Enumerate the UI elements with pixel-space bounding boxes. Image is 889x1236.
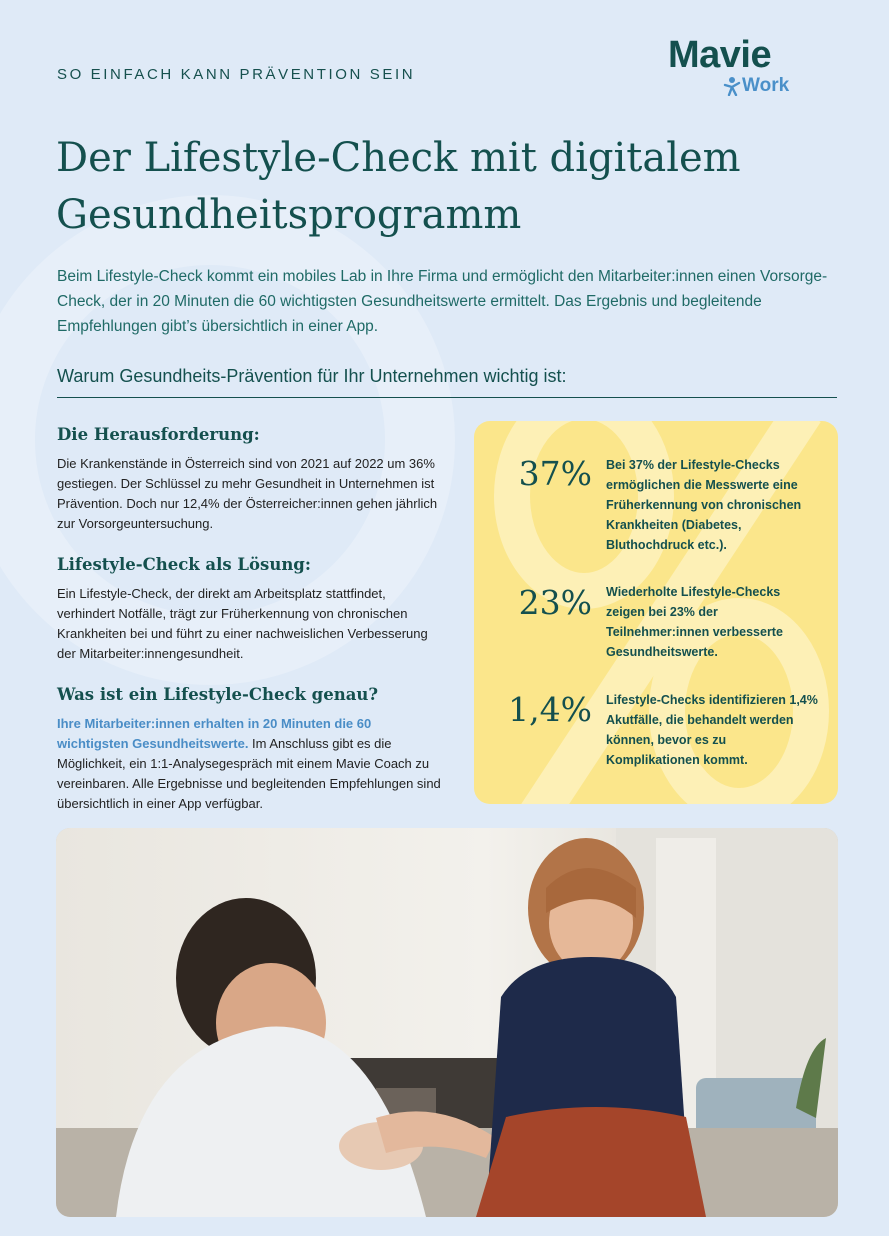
definition-paragraph	[57, 714, 442, 814]
person-icon	[723, 76, 741, 96]
definition-block	[57, 684, 442, 814]
stat-value: 37%	[518, 454, 592, 493]
stat-description: Lifestyle-Checks identifizieren 1,4% Akutfälle, die behandelt werden können, bevor es zu Komplikationen kommt.	[606, 693, 818, 767]
photo-illustration	[56, 828, 838, 1217]
intro-paragraph: Beim Lifestyle-Check kommt ein mobiles Lab in Ihre Firma und ermöglicht den Mitarbeiter:innen einen Vorsorge-Check, der in 20 Minuten die 60 wichtigsten Gesundheitswerte ermittelt. Das Ergebnis und begleitende Empfehlungen gibt’s übersichtlich in einer App.	[57, 268, 828, 335]
stat-value: 1,4%	[508, 690, 592, 729]
mavie-work-logo	[668, 36, 843, 98]
eyebrow-text: SO EINFACH KANN PRÄVENTION SEIN	[57, 66, 416, 83]
definition-title: Was ist ein Lifestyle-Check genau?	[57, 685, 379, 704]
info-column	[57, 424, 442, 834]
logo-mavie: Mavie	[668, 34, 772, 76]
definition-highlight: Ihre Mitarbeiter:innen erhalten in 20 Minuten die 60 wichtigsten Gesundheitswerte.	[57, 716, 372, 751]
stats-panel	[474, 421, 838, 804]
definition-text: Im Anschluss gibt es die Möglichkeit, ein 1:1-Analysegespräch mit einem Mavie Coach zu vereinbaren. Alle Ergebnisse und begleitenden Empfehlungen sind übersichtlich in einer App verfügbar.	[57, 736, 441, 811]
challenge-text: Die Krankenstände in Österreich sind von 2021 auf 2022 um 36% gestiegen. Der Schlüssel zu mehr Gesundheit in Unternehmen ist Prävention. Doch nur 12,4% der Österreicher:innen gehen jährlich zur Vorsorgeuntersuchung.	[57, 456, 438, 531]
stat-value: 23%	[518, 583, 592, 622]
stat-description: Wiederholte Lifestyle-Checks zeigen bei 23% der Teilnehmer:innen verbesserte Gesundheitswerte.	[606, 585, 783, 659]
solution-text: Ein Lifestyle-Check, der direkt am Arbeitsplatz stattfindet, verhindert Notfälle, trägt zur Früherkennung von chronischen Krankheiten bei und führt zu einer nachweislichen Verbesserung der Mitarbeiter:innengesundheit.	[57, 586, 428, 661]
stat-description: Bei 37% der Lifestyle-Checks ermöglichen die Messwerte eine Früherkennung von chronischen Krankheiten (Diabetes, Bluthochdruck etc.).	[606, 458, 802, 552]
challenge-block	[57, 424, 442, 534]
challenge-title: Die Herausforderung:	[57, 425, 260, 444]
page-title: Der Lifestyle-Check mit digitalem Gesundheitsprogramm	[56, 135, 741, 238]
solution-title: Lifestyle-Check als Lösung:	[57, 555, 311, 574]
section-heading: Warum Gesundheits-Prävention für Ihr Unternehmen wichtig ist:	[57, 366, 837, 398]
solution-block	[57, 554, 442, 664]
hero-photo	[56, 828, 838, 1217]
logo-work: Work	[742, 75, 790, 96]
